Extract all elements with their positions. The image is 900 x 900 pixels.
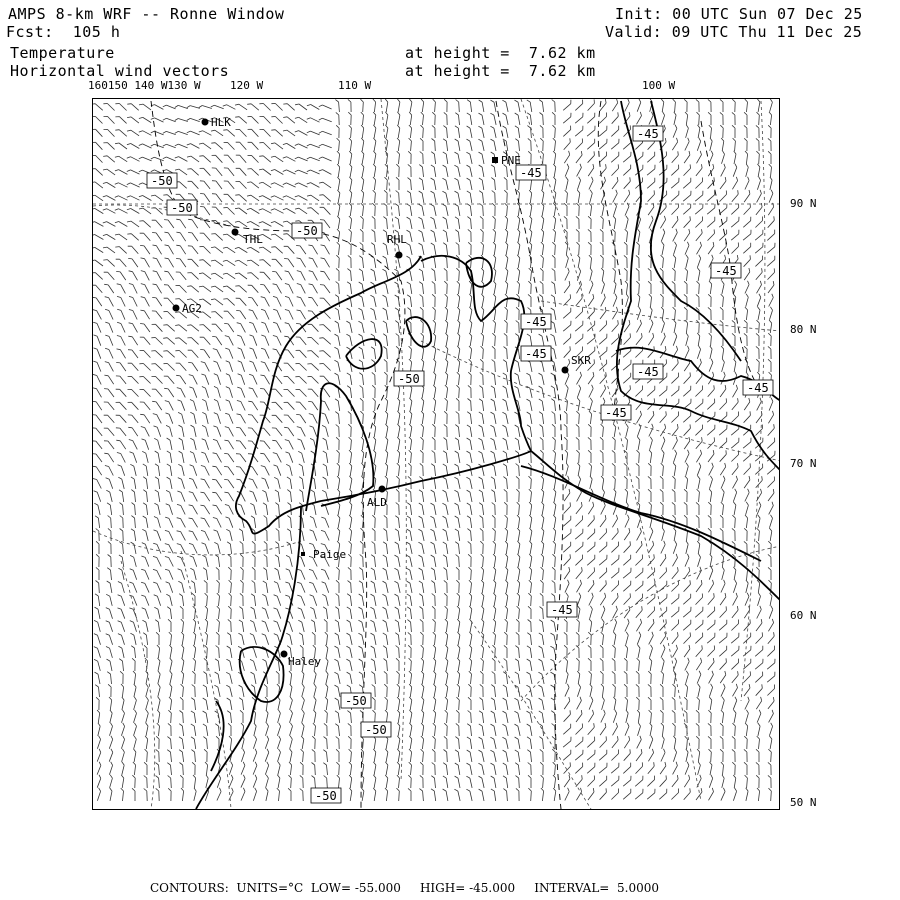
station-marker [562,367,569,374]
station-label: Haley [288,655,322,668]
stations [173,116,592,668]
station-label: AG2 [182,302,202,315]
init-time: Init: 00 UTC Sun 07 Dec 25 [615,5,863,23]
lat-tick-70n: 70 N [790,457,817,470]
field-temperature: Temperature [10,44,115,62]
contour-label: -50 [345,694,367,708]
station-label: Paige [313,548,347,561]
contour-label: -50 [315,789,337,803]
forecast-hour: Fcst: 105 h [6,23,121,41]
lat-tick-60n: 60 N [790,609,817,622]
map-panel [92,98,780,810]
height-wind: at height = 7.62 km [405,62,596,80]
station-marker [202,119,209,126]
lat-tick-80n: 80 N [790,323,817,336]
contour-label: -45 [525,315,547,329]
contour-label-boxes [147,126,773,803]
contour-label: -45 [551,603,573,617]
station-marker [379,486,386,493]
coastline [196,101,779,809]
contour-label: -50 [171,201,193,215]
station-label: RHL [387,233,407,246]
lat-tick-50n: 50 N [790,796,817,809]
station-marker [281,651,288,658]
contour-label: -45 [525,347,547,361]
contour-label: -45 [715,264,737,278]
contour-label: -50 [296,224,318,238]
contour-label: -45 [637,365,659,379]
contour-label: -45 [747,381,769,395]
station-marker [173,305,180,312]
station-marker [232,229,239,236]
contour-label: -50 [365,723,387,737]
height-temperature: at height = 7.62 km [405,44,596,62]
station-label: PNE [501,154,521,167]
station-marker [301,552,305,556]
lon-tick-100w: 100 W [642,79,676,92]
contour-label: -45 [520,166,542,180]
station-label: ALD [367,496,387,509]
contour-label: -45 [605,406,627,420]
station-marker [396,252,403,259]
lat-tick-90n: 90 N [790,197,817,210]
valid-time: Valid: 09 UTC Thu 11 Dec 25 [605,23,863,41]
station-label: THL [243,233,263,246]
contour-label: -50 [398,372,420,386]
contour-label: -50 [151,174,173,188]
station-label: SKR [571,354,591,367]
lon-tick-labels-west: 160150 140 W130 W [88,79,201,92]
map-title: AMPS 8-km WRF -- Ronne Window [8,5,285,23]
lon-tick-110w: 110 W [338,79,372,92]
station-label: HLK [211,116,231,129]
contour-label: -45 [637,127,659,141]
station-marker [492,157,498,163]
lon-tick-120w: 120 W [230,79,264,92]
field-wind: Horizontal wind vectors [10,62,230,80]
contour-info: CONTOURS: UNITS=°C LOW= -55.000 HIGH= -45.000 INTERVAL= 5.0000 [150,881,659,895]
